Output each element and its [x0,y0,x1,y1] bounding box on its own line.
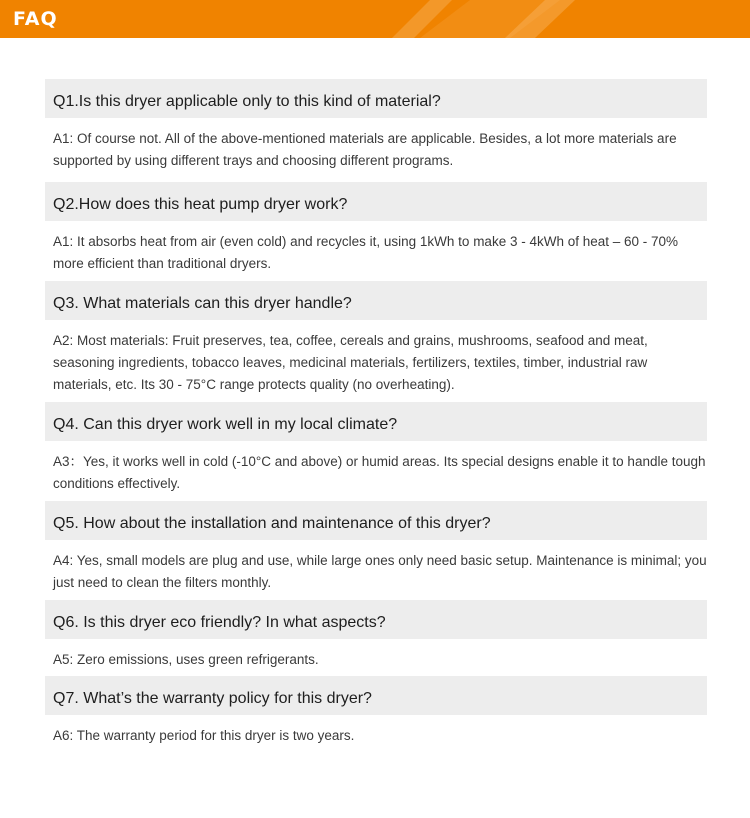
faq-item-2 [45,182,707,281]
page-title: FAQ [13,8,58,30]
faq-question-4: Q4. Can this dryer work well in my local climate? [45,402,707,441]
faq-question-1: Q1.Is this dryer applicable only to this kind of material? [45,79,707,118]
faq-item-3 [45,281,707,402]
faq-answer-3: A2: Most materials: Fruit preserves, tea, coffee, cereals and grains, mushrooms, seafood and meat, seasoning ingredients, tobacco leaves, medicinal materials, fertilizers, textiles, timber, industrial raw materials, etc. Its 30 - 75°C range protects quality (no overheating). [53,333,648,392]
faq-question-6: Q6. Is this dryer eco friendly? In what aspects? [45,600,707,639]
faq-question-5: Q5. How about the installation and maintenance of this dryer? [45,501,707,540]
faq-banner [0,0,750,38]
faq-list [45,79,707,755]
faq-question-7: Q7. What’s the warranty policy for this dryer? [45,676,707,715]
banner-decoration [0,0,750,38]
faq-item-6 [45,600,707,676]
faq-answer-6: A5: Zero emissions, uses green refrigerants. [53,652,319,667]
faq-item-4 [45,402,707,501]
faq-answer-2: A1: It absorbs heat from air (even cold) and recycles it, using 1kWh to make 3 - 4kWh of heat – 60 - 70% more efficient than traditional dryers. [53,234,679,271]
faq-question-3: Q3. What materials can this dryer handle? [45,281,707,320]
faq-item-7 [45,676,707,755]
faq-answer-7: A6: The warranty period for this dryer is two years. [53,728,355,743]
faq-answer-1: A1: Of course not. All of the above-mentioned materials are applicable. Besides, a lot more materials are supported by using different trays and choosing different programs. [53,131,677,168]
faq-answer-5: A4: Yes, small models are plug and use, while large ones only need basic setup. Maintenance is minimal; you just need to clean the filters monthly. [53,553,707,590]
faq-item-1 [45,79,707,182]
faq-question-2: Q2.How does this heat pump dryer work? [45,182,707,221]
faq-answer-4: A3：Yes, it works well in cold (-10°C and above) or humid areas. Its special designs enable it to handle tough conditions effectively. [53,454,706,491]
faq-item-5 [45,501,707,600]
